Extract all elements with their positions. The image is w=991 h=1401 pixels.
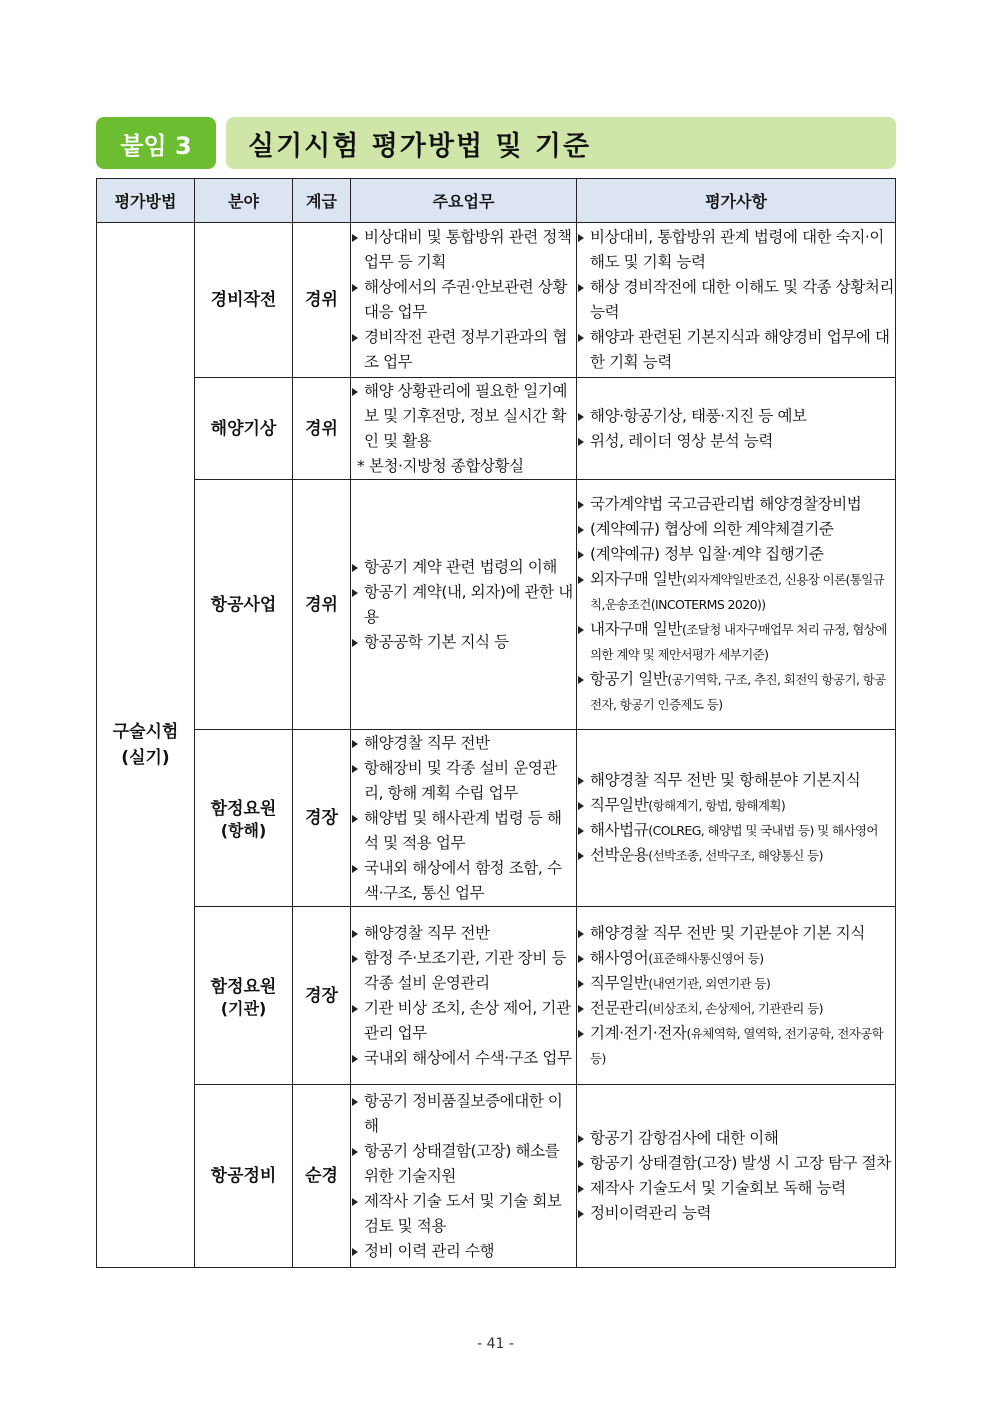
criteria-cell	[577, 1085, 896, 1268]
table-row	[97, 907, 896, 1085]
duty-item: 경비작전 관련 정부기관과의 협조 업무	[351, 325, 576, 375]
criteria-main: 전문관리	[590, 998, 649, 1017]
duty-note: * 본청·지방청 종합상황실	[357, 456, 524, 475]
criteria-main: 해사영어	[590, 948, 649, 967]
duties-cell	[351, 730, 577, 907]
criteria-item	[577, 818, 895, 843]
duty-item: 정비 이력 관리 수행	[351, 1239, 576, 1264]
criteria-main: (계약예규) 협상에 의한 계약체결기준	[590, 520, 834, 538]
page-number: - 41 -	[477, 1336, 514, 1352]
criteria-item	[577, 542, 895, 567]
duties-cell	[351, 1085, 577, 1268]
criteria-main: 직무일반	[590, 973, 649, 992]
criteria-item	[577, 667, 895, 717]
header-method: 평가방법	[97, 179, 195, 223]
criteria-main: 해사법규	[590, 821, 649, 839]
table-row	[97, 378, 896, 480]
field-name: 항공사업	[210, 594, 277, 615]
table-row	[97, 223, 896, 378]
criteria-item	[577, 225, 895, 275]
criteria-item	[577, 429, 895, 454]
criteria-detail: (내연기관, 외연기관 등)	[648, 975, 771, 991]
criteria-main: (계약예규) 정부 입찰·계약 집행기준	[590, 545, 824, 563]
table-row	[97, 480, 896, 730]
field-cell	[195, 730, 293, 907]
duty-item: 항공기 계약(내, 외자)에 관한 내용	[351, 580, 576, 630]
criteria-item	[577, 325, 895, 375]
criteria-detail: (공기역학, 구조, 추진, 회전익 항공기, 항공전자, 항공기 인증제도 등)	[590, 672, 886, 712]
field-name: 해양기상	[210, 418, 277, 439]
criteria-main: 위성, 레이더 영상 분석 능력	[590, 431, 773, 450]
criteria-item	[577, 1201, 895, 1226]
criteria-item	[577, 492, 895, 517]
duty-item: 기관 비상 조치, 손상 제어, 기관 관리 업무	[351, 996, 576, 1046]
criteria-item	[577, 517, 895, 542]
criteria-main: 내자구매 일반	[590, 620, 682, 638]
table-header-row	[97, 179, 896, 223]
duty-item: 항공공학 기본 지식 등	[351, 630, 576, 655]
criteria-item	[577, 793, 895, 818]
criteria-detail: (비상조치, 손상제어, 기관관리 등)	[648, 1000, 823, 1016]
criteria-main: 직무일반	[590, 796, 649, 814]
grade-cell: 경위	[293, 223, 351, 378]
criteria-main: 선박운용	[590, 846, 649, 864]
header-criteria: 평가사항	[577, 179, 896, 223]
criteria-item	[577, 567, 895, 617]
field-subname: (기관)	[220, 998, 267, 1018]
criteria-main: 제작사 기술도서 및 기술회보 독해 능력	[590, 1179, 846, 1197]
criteria-detail: (외자계약일반조건, 신용장 이론(통일규칙,운송조건(INCOTERMS 2020))	[590, 572, 885, 612]
duty-item: 해양경찰 직무 전반	[351, 731, 576, 756]
field-name: 함정요원	[210, 799, 277, 819]
duty-item: 항공기 계약 관련 법령의 이해	[351, 555, 576, 580]
field-name: 함정요원	[210, 976, 277, 997]
criteria-detail: (COLREG, 해양법 및 국내법 등) 및 해사영어	[648, 823, 878, 838]
criteria-item	[577, 843, 895, 868]
duties-cell	[351, 223, 577, 378]
evaluation-table	[96, 178, 896, 1268]
criteria-cell	[577, 378, 896, 480]
header-grade: 계급	[293, 179, 351, 223]
criteria-main: 항공기 일반	[590, 670, 668, 688]
duty-item: 해양법 및 해사관계 법령 등 해석 및 적용 업무	[351, 806, 576, 856]
page-title: 실기시험 평가방법 및 기준	[226, 117, 896, 169]
duty-item: 해상에서의 주권·안보관련 상황대응 업무	[351, 275, 576, 325]
criteria-main: 해양·항공기상, 태풍·지진 등 예보	[590, 406, 807, 425]
header-duties: 주요업무	[351, 179, 577, 223]
duties-cell	[351, 378, 577, 480]
method-cell	[97, 223, 195, 1268]
header-field: 분야	[195, 179, 293, 223]
criteria-cell	[577, 223, 896, 378]
method-line1: 구술시험	[112, 722, 179, 742]
grade-cell: 경위	[293, 480, 351, 730]
criteria-main: 해양과 관련된 기본지식과 해양경비 업무에 대한 기획 능력	[590, 328, 890, 371]
duty-item: 항해장비 및 각종 설비 운영관리, 항해 계획 수립 업무	[351, 756, 576, 806]
criteria-item	[577, 971, 895, 996]
field-subname: (항해)	[220, 821, 267, 840]
criteria-main: 국가계약법 국고금관리법 해양경찰장비법	[590, 495, 862, 513]
field-cell	[195, 1085, 293, 1268]
criteria-main: 항공기 상태결함(고장) 발생 시 고장 탐구 절차	[590, 1154, 891, 1172]
criteria-item	[577, 275, 895, 325]
duties-cell	[351, 907, 577, 1085]
grade-cell: 경위	[293, 378, 351, 480]
criteria-main: 정비이력관리 능력	[590, 1204, 712, 1222]
method-line2: (실기)	[121, 748, 170, 768]
criteria-main: 해양경찰 직무 전반 및 항해분야 기본지식	[590, 771, 861, 789]
criteria-item	[577, 1126, 895, 1151]
field-cell	[195, 907, 293, 1085]
field-name: 경비작전	[210, 290, 277, 310]
field-cell	[195, 223, 293, 378]
field-name: 항공정비	[210, 1166, 277, 1186]
criteria-item	[577, 617, 895, 667]
criteria-item	[577, 1176, 895, 1201]
criteria-item	[577, 404, 895, 429]
criteria-item	[577, 1151, 895, 1176]
criteria-main: 항공기 감항검사에 대한 이해	[590, 1129, 779, 1147]
criteria-cell	[577, 480, 896, 730]
duty-item: 항공기 상태결함(고장) 해소를 위한 기술지원	[351, 1139, 576, 1189]
criteria-cell	[577, 907, 896, 1085]
grade-cell: 경장	[293, 907, 351, 1085]
criteria-detail: (항해계기, 항법, 항해계획)	[648, 798, 786, 813]
criteria-detail: (유체역학, 열역학, 전기공학, 전자공학 등)	[590, 1025, 884, 1066]
table-row	[97, 1085, 896, 1268]
field-cell	[195, 378, 293, 480]
criteria-item	[577, 921, 895, 946]
section-header	[96, 117, 896, 169]
grade-cell: 순경	[293, 1085, 351, 1268]
field-cell	[195, 480, 293, 730]
criteria-item	[577, 996, 895, 1021]
criteria-item	[577, 946, 895, 971]
criteria-main: 외자구매 일반	[590, 570, 682, 588]
duty-item: 해양 상황관리에 필요한 일기예보 및 기후전망, 정보 실시간 확인 및 활용	[351, 379, 576, 454]
criteria-main: 해양경찰 직무 전반 및 기관분야 기본 지식	[590, 923, 865, 942]
duty-item: 비상대비 및 통합방위 관련 정책업무 등 기획	[351, 225, 576, 275]
criteria-item	[577, 1021, 895, 1071]
duty-item: 국내외 해상에서 함정 조함, 수색·구조, 통신 업무	[351, 856, 576, 906]
criteria-main: 비상대비, 통합방위 관계 법령에 대한 숙지·이해도 및 기획 능력	[590, 228, 885, 271]
criteria-main: 기계·전기·전자	[590, 1023, 687, 1042]
criteria-detail: (조달청 내자구매업무 처리 규정, 협상에 의한 계약 및 제안서평가 세부기준)	[590, 622, 887, 662]
criteria-main: 해상 경비작전에 대한 이해도 및 각종 상황처리 능력	[590, 278, 895, 321]
grade-cell: 경장	[293, 730, 351, 907]
duty-item: 제작사 기술 도서 및 기술 회보 검토 및 적용	[351, 1189, 576, 1239]
criteria-item	[577, 768, 895, 793]
duty-item: 항공기 정비품질보증에대한 이해	[351, 1089, 576, 1139]
duty-item: 함정 주·보조기관, 기관 장비 등 각종 설비 운영관리	[351, 946, 576, 996]
duty-item: 국내외 해상에서 수색·구조 업무	[351, 1046, 576, 1071]
criteria-cell	[577, 730, 896, 907]
duties-cell	[351, 480, 577, 730]
attachment-badge: 붙임 3	[96, 117, 216, 169]
criteria-detail: (선박조종, 선박구조, 해양통신 등)	[648, 848, 823, 863]
duty-item: 해양경찰 직무 전반	[351, 921, 576, 946]
table-row	[97, 730, 896, 907]
criteria-detail: (표준해사통신영어 등)	[648, 950, 764, 966]
